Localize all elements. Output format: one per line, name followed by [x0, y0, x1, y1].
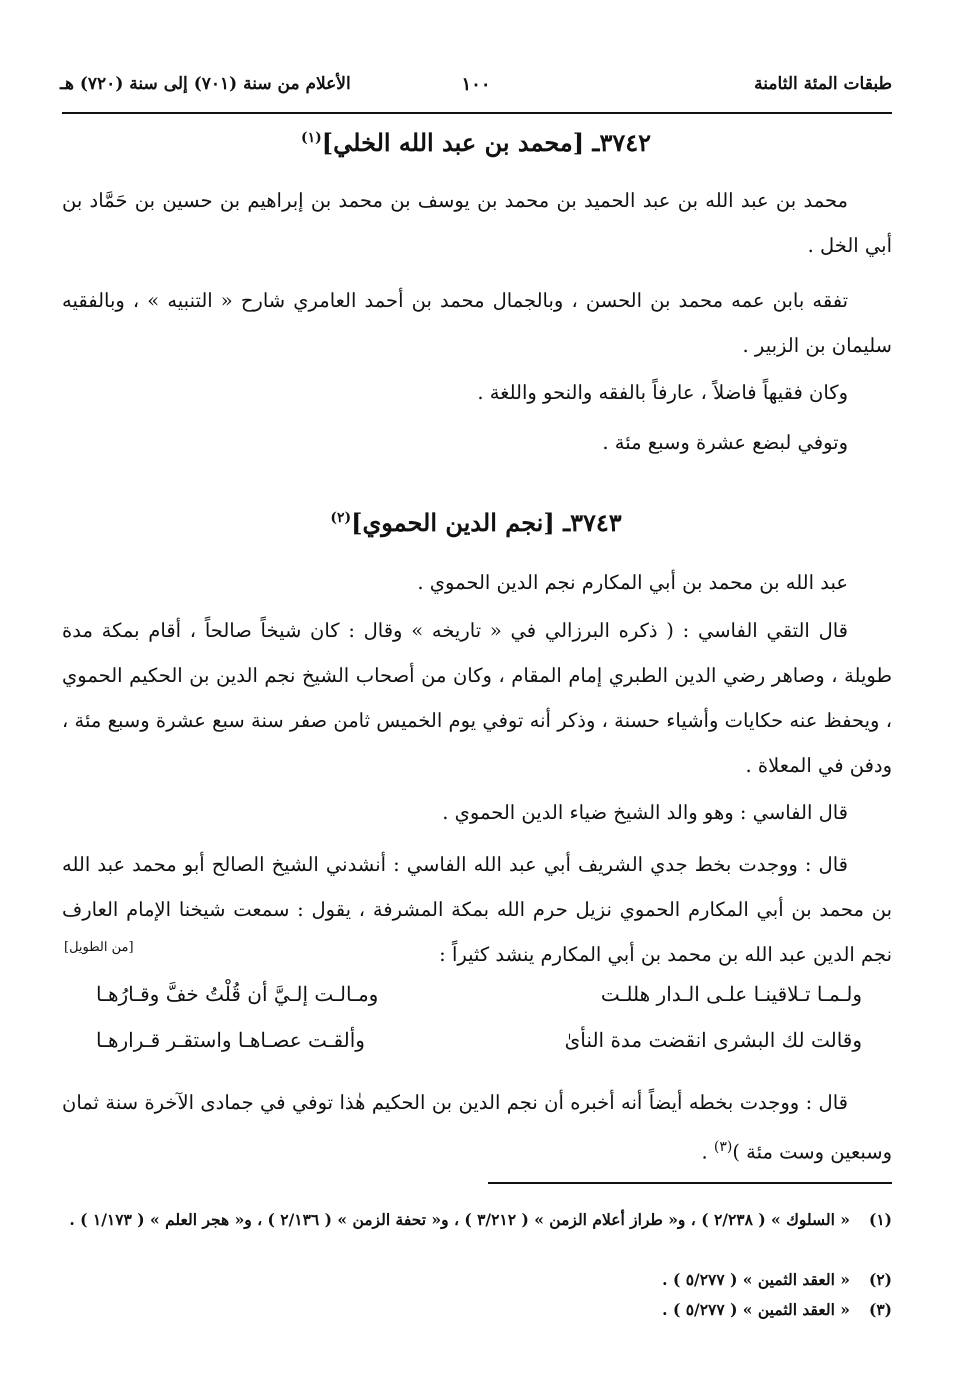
- footnote: [62, 1296, 892, 1323]
- footnote-text: « السلوك » ( ٢/٢٣٨ ) ، و« طراز أعلام الزمن » ( ٣/٢١٢ ) ، و« تحفة الزمن » ( ٢/١٣٦ ) ، و« هجر العلم » ( ١/١٧٣ ) .: [69, 1210, 850, 1229]
- paragraph-text: قال : ووجدت بخطه أيضاً أنه أخبره أن نجم الدين بن الحكيم هٰذا توفي في جمادى الآخرة سنة ثمان وسبعين وست مئة ): [62, 1091, 892, 1164]
- book-title: طبقات المئة الثامنة: [754, 74, 892, 94]
- paragraph: عبد الله بن محمد بن أبي المكارم نجم الدين الحموي .: [417, 571, 848, 594]
- paragraph: محمد بن عبد الله بن عبد الحميد بن محمد بن يوسف بن محمد بن إبراهيم بن حسين بن حَمَّاد بن أبي الخل .: [62, 189, 892, 257]
- verse-line: [96, 982, 862, 1022]
- entry-title-text: ٣٧٤٣ـ [نجم الدين الحموي]: [351, 508, 622, 537]
- page-number: ١٠٠: [461, 74, 491, 95]
- footnote-number: (٣): [868, 1300, 892, 1319]
- footnote-text: « العقد الثمين » ( ٥/٢٧٧ ) .: [662, 1300, 850, 1319]
- paragraph: وتوفي لبضع عشرة وسبع مئة .: [602, 431, 848, 454]
- entry-3742-title: [60, 128, 892, 157]
- footnote-text: « العقد الثمين » ( ٥/٢٧٧ ) .: [662, 1270, 850, 1289]
- paragraph: قال التقي الفاسي : ( ذكره البرزالي في « تاريخه » وقال : كان شيخاً صالحاً ، أقام بمكة مدة طويلة ، وصاهر رضي الدين الطبري إمام المقام ، وكان من أصحاب الشيخ نجم الدين بن الحكيم الحموي ، ويحفظ عنه حكايات وأشياء حسنة ، وذكر أنه توفي يوم الخميس ثامن صفر سنة سبع عشرة وسبع مئة ، ودفن في المعلاة .: [62, 619, 892, 777]
- paragraph: قال الفاسي : وهو والد الشيخ ضياء الدين الحموي .: [442, 801, 848, 824]
- hemistich-second: وألقـت عصـاهـا واستقـر قـرارهـا: [96, 1028, 365, 1052]
- verse-line: [96, 1028, 862, 1068]
- meter-label: [من الطويل]: [64, 940, 134, 955]
- footnote-number: (١): [868, 1210, 892, 1229]
- footnote-number: (٢): [868, 1270, 892, 1289]
- hemistich-first: وقالت لك البشرى انقضت مدة النأىٰ: [564, 1028, 862, 1052]
- header-divider: [62, 112, 892, 114]
- footnote-divider: [488, 1182, 892, 1184]
- paragraph: [62, 1080, 892, 1175]
- footnote: [62, 1266, 892, 1293]
- footnote-ref: (١): [300, 130, 322, 146]
- hemistich-first: ولـمـا تـلاقينـا علـى الـدار هللـت: [600, 982, 862, 1006]
- entry-title-text: ٣٧٤٢ـ [محمد بن عبد الله الخلي]: [321, 128, 651, 157]
- running-header: [60, 70, 892, 100]
- paragraph-end: .: [701, 1140, 714, 1164]
- paragraph: قال : ووجدت بخط جدي الشريف أبي عبد الله الفاسي : أنشدني الشيخ الصالح أبو محمد عبد الله بن محمد بن أبي المكارم الحموي نزيل حرم الله بمكة المشرفة ، يقول : سمعت شيخنا الإمام العارف نجم الدين عبد الله بن محمد بن أبي المكارم ينشد كثيراً :: [62, 853, 892, 966]
- footnote-ref: (٣): [713, 1139, 733, 1155]
- footnote-ref: (٢): [330, 510, 352, 526]
- footnote: [62, 1206, 892, 1233]
- entry-3743-title: [60, 508, 892, 537]
- paragraph: وكان فقيهاً فاضلاً ، عارفاً بالفقه والنحو واللغة .: [477, 381, 848, 404]
- hemistich-second: ومـالـت إلـيَّ أن قُلْتُ خفَّ وقـارُهـا: [96, 982, 379, 1006]
- paragraph: تفقه بابن عمه محمد بن الحسن ، وبالجمال محمد بن أحمد العامري شارح « التنبيه » ، وبالفقيه سليمان بن الزبير .: [62, 289, 892, 357]
- volume-range: الأعلام من سنة (٧٠١) إلى سنة (٧٢٠) هـ: [60, 74, 351, 94]
